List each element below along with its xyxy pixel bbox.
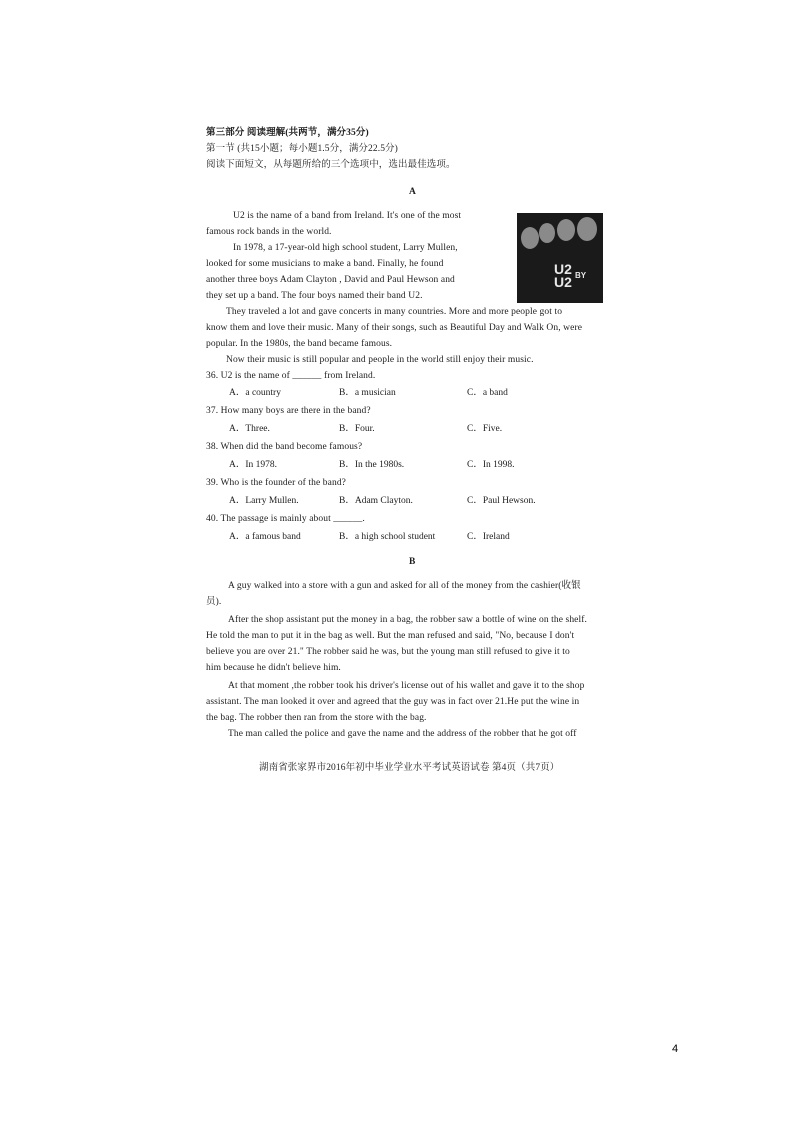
question-stem: 40. The passage is mainly about ______. <box>206 514 365 524</box>
instructions: 阅读下面短文，从每题所给的三个选项中，选出最佳选项。 <box>206 160 456 170</box>
question-option: A．a country <box>229 388 281 398</box>
passage-a-line: U2 is the name of a band from Ireland. It's one of the most <box>233 211 462 221</box>
question-option: A．In 1978. <box>229 460 278 470</box>
passage-b-label: B <box>409 557 416 567</box>
passage-b-line: The man called the police and gave the name and the address of the robber that he got off <box>228 729 577 739</box>
question-option: A．Three. <box>229 424 270 434</box>
band-logo: U2 <box>554 261 572 277</box>
passage-a-line: In 1978, a 17-year-old high school student, Larry Mullen, <box>233 243 458 253</box>
passage-b-line: believe you are over 21." The robber said he was, but the young man still refused to give it to <box>206 647 570 657</box>
passage-b-line: A guy walked into a store with a gun and asked for all of the money from the cashier(收银 <box>228 581 581 591</box>
passage-a-line: famous rock bands in the world. <box>206 227 332 237</box>
passage-b-line: 员). <box>206 597 222 607</box>
question-option: C．a band <box>467 388 508 398</box>
passage-b-line: the bag. The robber then ran from the store with the bag. <box>206 713 427 723</box>
passage-a-line: popular. In the 1980s, the band became famous. <box>206 339 393 349</box>
passage-b-line: After the shop assistant put the money in a bag, the robber saw a bottle of wine on the shelf. <box>228 615 587 625</box>
question-stem: 37. How many boys are there in the band? <box>206 406 371 416</box>
question-option: C．Ireland <box>467 532 510 542</box>
page-footer: 湖南省张家界市2016年初中毕业学业水平考试英语试卷 第4页（共7页） <box>259 763 560 773</box>
question-stem: 39. Who is the founder of the band? <box>206 478 346 488</box>
band-photo <box>517 213 603 303</box>
part-title: 第三部分 阅读理解(共两节，满分35分) <box>206 128 369 138</box>
question-option: B．a high school student <box>339 532 436 542</box>
question-option: B．a musician <box>339 388 396 398</box>
section-title: 第一节 (共15小题；每小题1.5分，满分22.5分) <box>206 144 398 154</box>
passage-a-label: A <box>409 187 416 197</box>
question-option: C．Paul Hewson. <box>467 496 536 506</box>
passage-a-line: Now their music is still popular and people in the world still enjoy their music. <box>226 355 534 365</box>
question-stem: 38. When did the band become famous? <box>206 442 363 452</box>
question-option: C．In 1998. <box>467 460 515 470</box>
question-option: A．a famous band <box>229 532 301 542</box>
passage-a-line: They traveled a lot and gave concerts in many countries. More and more people got to <box>226 307 563 317</box>
question-option: A．Larry Mullen. <box>229 496 299 506</box>
passage-a-line: another three boys Adam Clayton , David and Paul Hewson and <box>206 275 455 285</box>
page-number: 4 <box>672 1043 679 1055</box>
question-option: B．Adam Clayton. <box>339 496 413 506</box>
question-option: C．Five. <box>467 424 503 434</box>
passage-b-line: He told the man to put it in the bag as well. But the man refused and said, "No, because I don't <box>206 631 575 641</box>
band-logo-by: BY <box>575 271 587 280</box>
passage-a-line: looked for some musicians to make a band. Finally, he found <box>206 259 444 269</box>
question-option: B．Four. <box>339 424 375 434</box>
passage-a-line: they set up a band. The four boys named their band U2. <box>206 291 423 301</box>
question-stem: 36. U2 is the name of ______ from Ireland. <box>206 371 376 381</box>
passage-b-line: him because he didn't believe him. <box>206 663 341 673</box>
passage-b-line: assistant. The man looked it over and agreed that the guy was in fact over 21.He put the wine in <box>206 697 580 707</box>
passage-b-line: At that moment ,the robber took his driver's license out of his wallet and gave it to the shop <box>228 681 585 691</box>
band-logo-second: U2 <box>554 274 572 290</box>
passage-a-line: know them and love their music. Many of their songs, such as Beautiful Day and Walk On, were <box>206 323 583 333</box>
question-option: B．In the 1980s. <box>339 460 405 470</box>
